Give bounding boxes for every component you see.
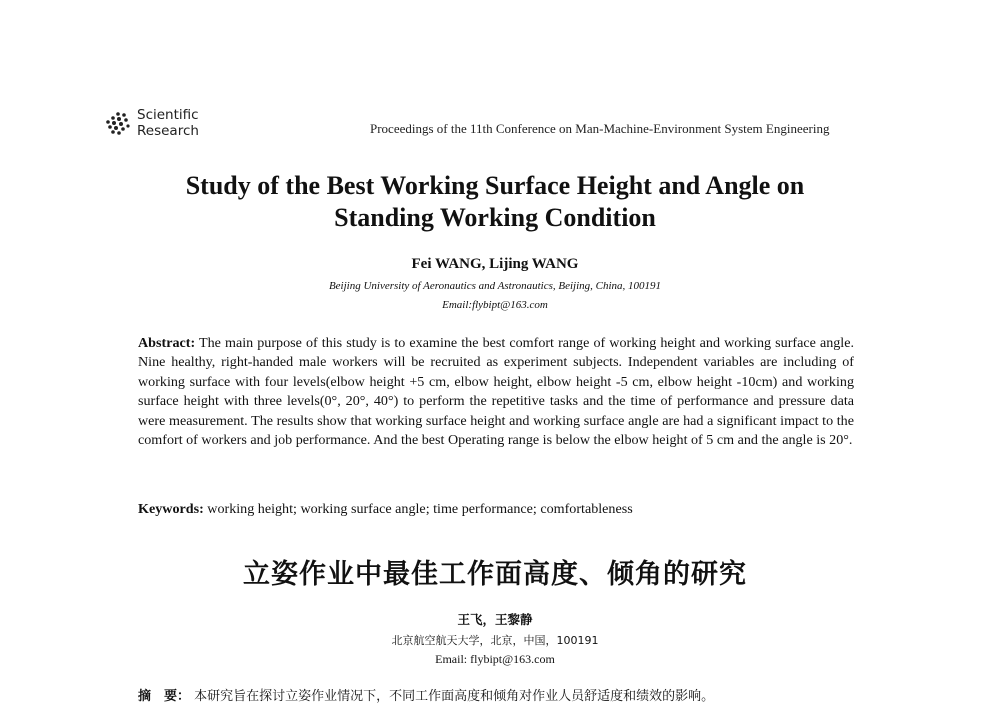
- paper-title-chinese: 立姿作业中最佳工作面高度、倾角的研究: [243, 559, 747, 590]
- abstract-label: Abstract:: [138, 335, 196, 351]
- keywords-label: Keywords:: [138, 501, 204, 517]
- keywords-english: [138, 500, 854, 519]
- email-chinese: Email: flybipt@163.com: [435, 652, 555, 666]
- title-line-2: Standing Working Condition: [334, 203, 656, 232]
- affiliation-chinese: 北京航空航天大学，北京，中国，100191: [391, 634, 599, 647]
- logo-line-scientific: Scientific: [137, 107, 199, 123]
- abstract-text: The main purpose of this study is to examine the best comfort range of working height and working surface angle. Nine healthy, right-handed male workers will be recruited as experiment subjects. Independent variables are including of working surface with four levels(elbow height +5 cm, elbow height, elbow height -5 cm, elbow height -10cm) and working surface height with three levels(0°, 20°, 40°) to perform the repetitive tasks and the time of performance and pressure data were measurement. The results show that working surface height and working surface angle are had a significant impact to the comfort of workers and job performance. And the best Operating range is below the elbow height of 5 cm and the angle is 20°.: [138, 335, 854, 449]
- running-head: Proceedings of the 11th Conference on Man-Machine-Environment System Engineering: [370, 121, 830, 136]
- email-english: Email:flybipt@163.com: [442, 299, 548, 311]
- authors-chinese: 王飞，王黎静: [457, 612, 533, 627]
- paper-title-english: [100, 170, 890, 234]
- publisher-logo: [104, 107, 214, 141]
- scientific-research-dots-icon: [104, 111, 134, 137]
- authors-english: Fei WANG, Lijing WANG: [411, 256, 579, 272]
- affiliation-english: Beijing University of Aeronautics and Astronautics, Beijing, China, 100191: [328, 280, 662, 292]
- keywords-text: working height; working surface angle; time performance; comfortableness: [207, 501, 633, 517]
- logo-text: [137, 107, 199, 139]
- abstract-chinese: [138, 686, 854, 708]
- abstract-text-chinese: 本研究旨在探讨立姿作业情况下，不同工作面高度和倾角对作业人员舒适度和绩效的影响。: [194, 689, 715, 704]
- logo-line-research: Research: [137, 123, 199, 139]
- title-line-1: Study of the Best Working Surface Height and Angle on: [185, 171, 805, 200]
- page-header: [104, 107, 894, 141]
- abstract-english: [138, 334, 854, 450]
- abstract-label-chinese: 摘 要：: [138, 689, 191, 704]
